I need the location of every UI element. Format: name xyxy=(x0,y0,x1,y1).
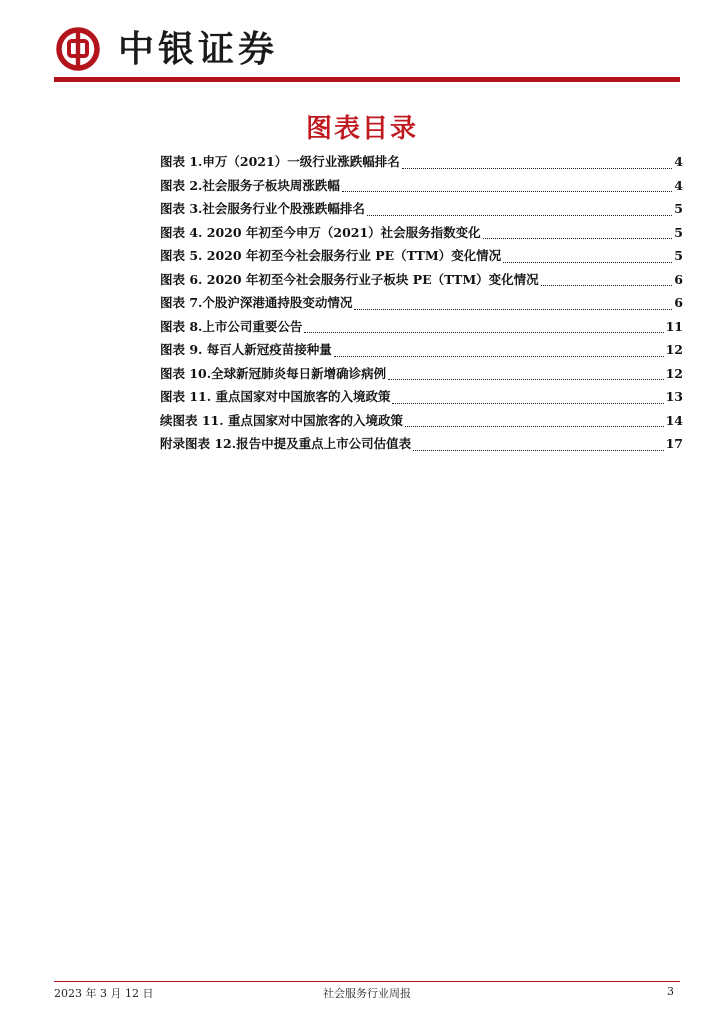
toc-entry[interactable] xyxy=(160,246,683,270)
toc-entry-page[interactable]: 14 xyxy=(665,412,683,428)
toc-entry[interactable] xyxy=(160,340,683,364)
toc-entry-label[interactable]: 图表 2.社会服务子板块周涨跌幅 xyxy=(160,177,340,193)
toc-entry-label[interactable]: 图表 8.上市公司重要公告 xyxy=(160,318,303,334)
footer-report-name: 社会服务行业周报 xyxy=(323,987,411,1000)
toc-entry-label[interactable]: 图表 3.社会服务行业个股涨跌幅排名 xyxy=(160,201,365,216)
brand-name: 中银证券 xyxy=(118,29,279,70)
toc-entry[interactable] xyxy=(160,434,683,458)
toc-leader-dots xyxy=(392,403,663,404)
toc-entry-page[interactable]: 12 xyxy=(665,342,683,357)
toc-entry[interactable] xyxy=(160,152,683,176)
header-divider xyxy=(54,77,680,82)
toc-entry-label[interactable]: 图表 6. 2020 年初至今社会服务行业子板块 PE（TTM）变化情况 xyxy=(160,271,539,287)
footer-date: 2023 年 3 月 12 日 xyxy=(54,987,154,1000)
toc-entry-page[interactable]: 11 xyxy=(665,318,683,334)
toc-entry-page[interactable]: 4 xyxy=(674,154,683,169)
toc-leader-dots xyxy=(304,332,663,333)
toc-list xyxy=(160,152,683,458)
toc-leader-dots xyxy=(413,450,663,451)
toc-entry-label[interactable]: 图表 7.个股沪深港通持股变动情况 xyxy=(160,295,353,310)
toc-entry-page[interactable]: 6 xyxy=(674,295,683,310)
toc-entry[interactable] xyxy=(160,176,683,200)
toc-entry[interactable] xyxy=(160,387,683,411)
toc-entry-page[interactable]: 13 xyxy=(665,389,683,404)
toc-entry-page[interactable]: 17 xyxy=(665,436,683,451)
toc-leader-dots xyxy=(342,191,672,192)
toc-entry[interactable] xyxy=(160,364,683,388)
toc-leader-dots xyxy=(402,168,673,169)
toc-entry-page[interactable]: 5 xyxy=(674,248,683,263)
toc-entry-page[interactable]: 12 xyxy=(665,365,683,381)
toc-leader-dots xyxy=(405,426,664,427)
bank-of-china-logo-icon xyxy=(56,27,100,71)
footer-divider xyxy=(54,981,680,982)
toc-entry-label[interactable]: 图表 1.申万（2021）一级行业涨跌幅排名 xyxy=(160,154,400,169)
page-header xyxy=(54,26,680,84)
toc-leader-dots xyxy=(334,356,664,357)
toc-entry-page[interactable]: 6 xyxy=(674,271,683,287)
toc-title: 图表目录 xyxy=(305,114,418,144)
toc-entry-label[interactable]: 附录图表 12.报告中提及重点上市公司估值表 xyxy=(160,436,412,451)
toc-leader-dots xyxy=(388,379,663,380)
toc-leader-dots xyxy=(354,309,672,310)
toc-entry[interactable] xyxy=(160,270,683,294)
toc-entry-label[interactable]: 续图表 11. 重点国家对中国旅客的入境政策 xyxy=(160,412,403,428)
toc-entry-label[interactable]: 图表 9. 每百人新冠疫苗接种量 xyxy=(160,342,332,357)
toc-entry[interactable] xyxy=(160,223,683,247)
footer-page-number: 3 xyxy=(667,985,674,998)
toc-leader-dots xyxy=(541,285,673,286)
page-footer xyxy=(54,985,680,1001)
toc-entry-label[interactable]: 图表 4. 2020 年初至今申万（2021）社会服务指数变化 xyxy=(160,224,481,240)
toc-entry-page[interactable]: 5 xyxy=(674,224,683,240)
toc-entry[interactable] xyxy=(160,411,683,435)
toc-leader-dots xyxy=(367,215,672,216)
toc-entry-page[interactable]: 5 xyxy=(674,201,683,216)
toc-entry-label[interactable]: 图表 5. 2020 年初至今社会服务行业 PE（TTM）变化情况 xyxy=(160,248,502,263)
toc-leader-dots xyxy=(483,238,673,239)
toc-leader-dots xyxy=(503,262,672,263)
toc-entry[interactable] xyxy=(160,199,683,223)
toc-entry-label[interactable]: 图表 11. 重点国家对中国旅客的入境政策 xyxy=(160,389,391,404)
toc-entry-page[interactable]: 4 xyxy=(674,177,683,193)
toc-entry-label[interactable]: 图表 10.全球新冠肺炎每日新增确诊病例 xyxy=(160,365,387,381)
toc-entry[interactable] xyxy=(160,317,683,341)
toc-entry[interactable] xyxy=(160,293,683,317)
